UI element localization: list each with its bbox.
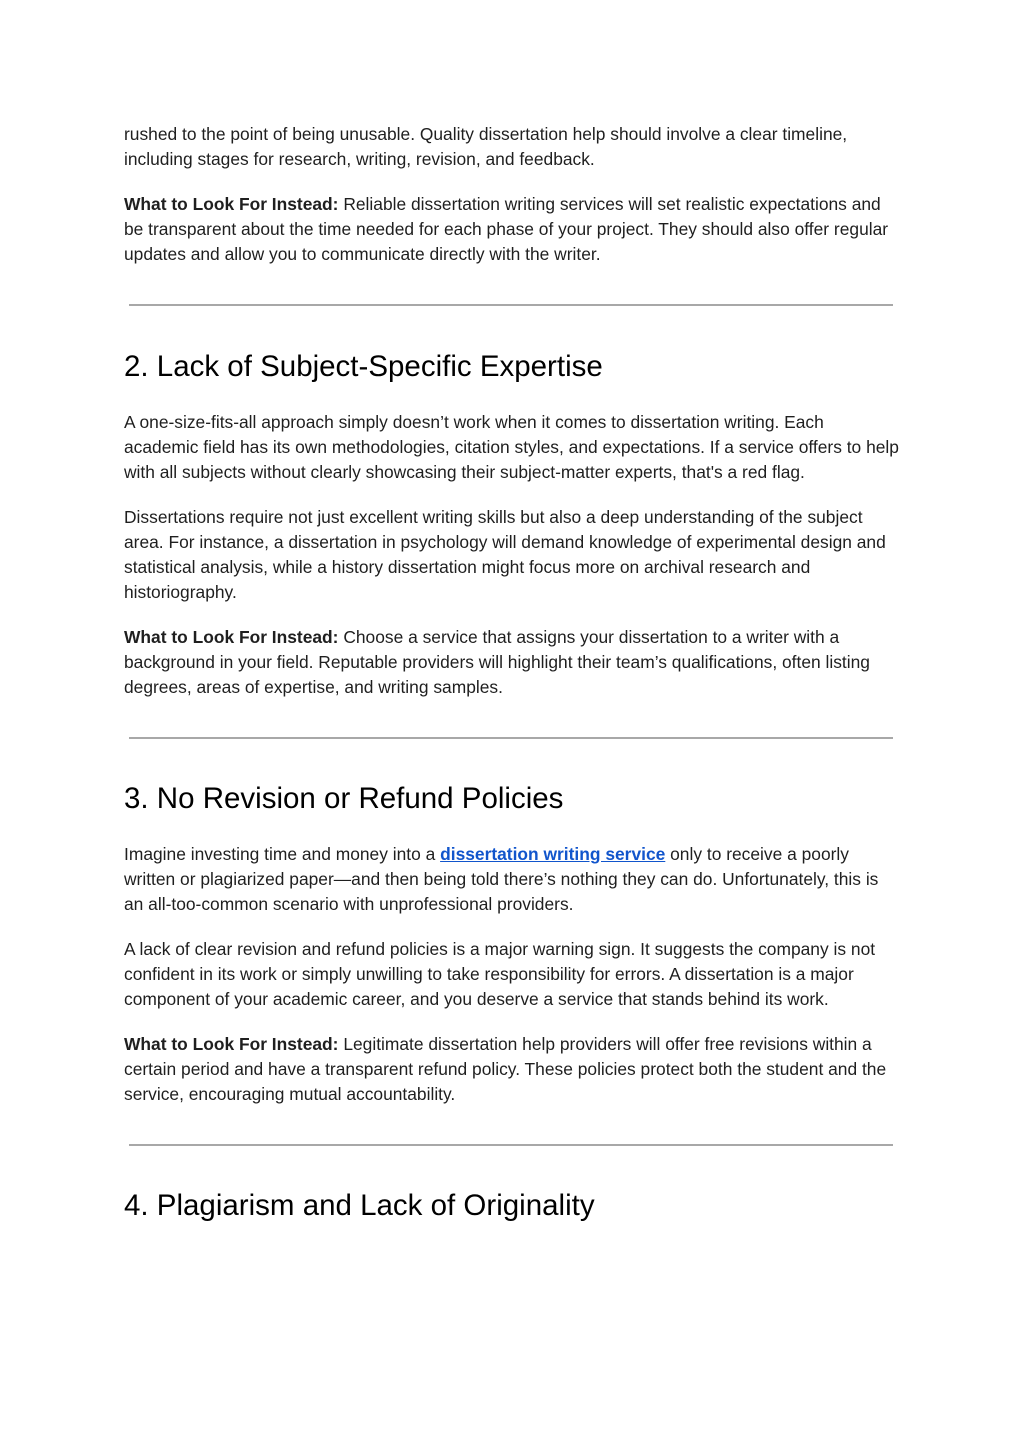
section-divider — [129, 1144, 893, 1146]
dissertation-writing-service-link[interactable]: dissertation writing service — [440, 844, 666, 864]
section-divider — [129, 304, 893, 306]
tip-label: What to Look For Instead: — [124, 194, 339, 214]
tip-label: What to Look For Instead: — [124, 627, 339, 647]
tip-text: Reliable dissertation writing services will set realistic expectations and be transparent about the time needed for each phase of your project. They should also offer regular updates and allow you to communicate directly with the writer. — [124, 194, 889, 264]
intro-paragraph: rushed to the point of being unusable. Quality dissertation help should involve a clear timeline, including stages for research, writing, revision, and feedback. — [124, 124, 848, 169]
section-heading-plagiarism: 4. Plagiarism and Lack of Originality — [124, 1189, 595, 1222]
section2-paragraph-2: Dissertations require not just excellent writing skills but also a deep understanding of the subject area. For instance, a dissertation in psychology will demand knowledge of experimental design and statistical analysis, while a history dissertation might focus more on archival research and historiography. — [124, 507, 886, 602]
tip-text: Choose a service that assigns your dissertation to a writer with a background in your field. Reputable providers will highlight their team’s qualifications, often listing degrees, areas of expertise, and writing samples. — [124, 627, 870, 697]
section3-paragraph-1 — [124, 842, 900, 917]
section3-tip-paragraph — [124, 1032, 900, 1107]
document-page — [124, 122, 900, 1249]
paragraph-text: only to receive a poorly written or plagiarized paper—and then being told there’s nothing they can do. Unfortunately, this is an all-too-common scenario with unprofessional providers. — [124, 844, 879, 914]
tip-text: Legitimate dissertation help providers will offer free revisions within a certain period and have a transparent refund policy. These policies protect both the student and the service, encouraging mutual accountability. — [124, 1034, 887, 1104]
section2-tip-paragraph — [124, 625, 900, 700]
section-heading-revision-refund: 3. No Revision or Refund Policies — [124, 782, 564, 815]
intro-tip-paragraph — [124, 192, 900, 267]
paragraph-text: Imagine investing time and money into a — [124, 844, 441, 864]
section2-paragraph-1: A one-size-fits-all approach simply doesn’t work when it comes to dissertation writing. Each academic field has its own methodologies, citation styles, and expectations. If a service offers to help with all subjects without clearly showcasing their subject-matter experts, that's a red flag. — [124, 412, 899, 482]
section3-paragraph-2: A lack of clear revision and refund policies is a major warning sign. It suggests the company is not confident in its work or simply unwilling to take responsibility for errors. A dissertation is a major component of your academic career, and you deserve a service that stands behind its work. — [124, 939, 876, 1009]
section-heading-subject-expertise: 2. Lack of Subject-Specific Expertise — [124, 350, 603, 383]
section-divider — [129, 737, 893, 739]
tip-label: What to Look For Instead: — [124, 1034, 339, 1054]
